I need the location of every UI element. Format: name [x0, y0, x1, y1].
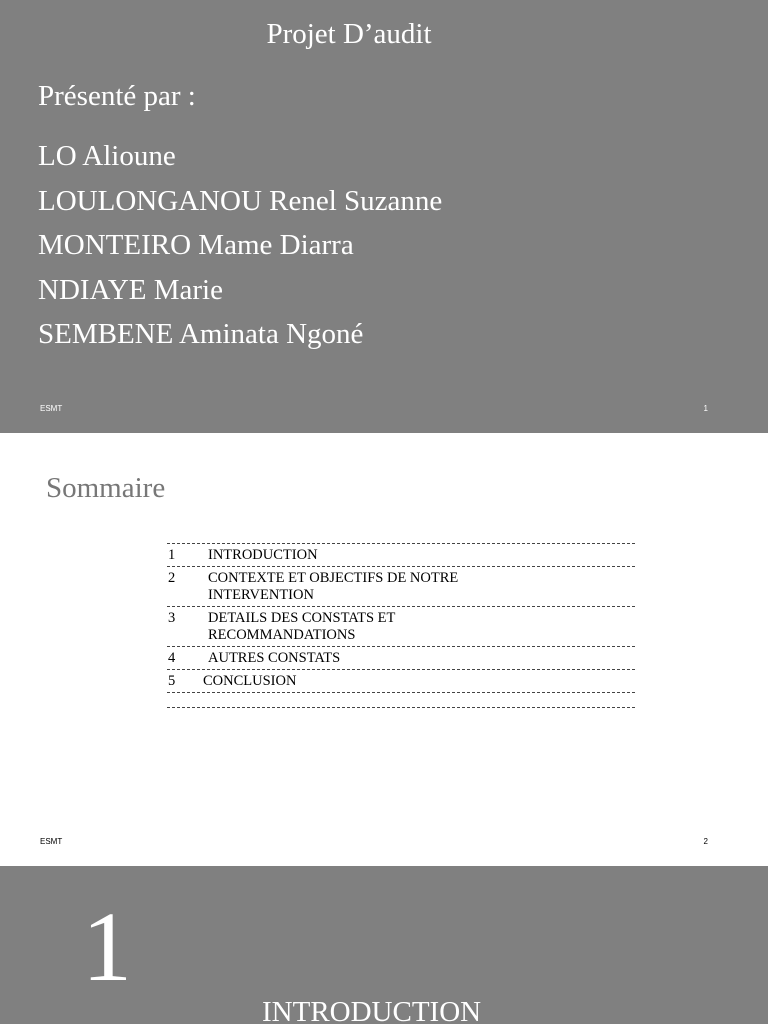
toc-item [167, 647, 635, 670]
presented-by-label: Présenté par : [38, 80, 196, 112]
toc-item [167, 567, 635, 607]
summary-heading: Sommaire [46, 472, 166, 504]
section-number: 1 [82, 891, 132, 1002]
toc-item-label: INTRODUCTION [208, 547, 318, 563]
presenter-name: SEMBENE Aminata Ngoné [38, 318, 364, 350]
slide-page-number: 2 [703, 837, 708, 846]
slide-footer-org: ESMT [40, 404, 63, 413]
presenter-name: LO Alioune [38, 140, 176, 172]
presentation-title: Projet D’audit [266, 18, 432, 50]
table-of-contents [167, 543, 635, 708]
slide-3 [0, 866, 768, 1024]
slide-1 [0, 0, 768, 433]
presenter-name: MONTEIRO Mame Diarra [38, 229, 354, 261]
toc-item-number: 1 [168, 547, 176, 563]
toc-item [167, 544, 635, 567]
slide-page-number: 1 [703, 404, 708, 413]
toc-item-label: CONCLUSION [203, 673, 297, 689]
presenter-name: LOULONGANOU Renel Suzanne [38, 184, 443, 217]
section-title: INTRODUCTION [262, 996, 482, 1024]
toc-item-label: DETAILS DES CONSTATS ET RECOMMANDATIONS [208, 610, 396, 643]
toc-empty-row [167, 693, 635, 708]
slide-2 [0, 433, 768, 866]
toc-item-number: 4 [168, 650, 176, 666]
toc-item-label: AUTRES CONSTATS [208, 650, 341, 666]
toc-item [167, 607, 635, 647]
toc-item-number: 2 [168, 570, 176, 586]
presenter-list [38, 134, 442, 357]
toc-item [167, 670, 635, 693]
toc-item-number: 3 [168, 610, 176, 626]
toc-item-label: CONTEXTE ET OBJECTIFS DE NOTRE INTERVENTION [208, 570, 459, 603]
presenter-name: NDIAYE Marie [38, 273, 223, 306]
slide-footer-org: ESMT [40, 837, 63, 846]
toc-item-number: 5 [168, 673, 176, 689]
